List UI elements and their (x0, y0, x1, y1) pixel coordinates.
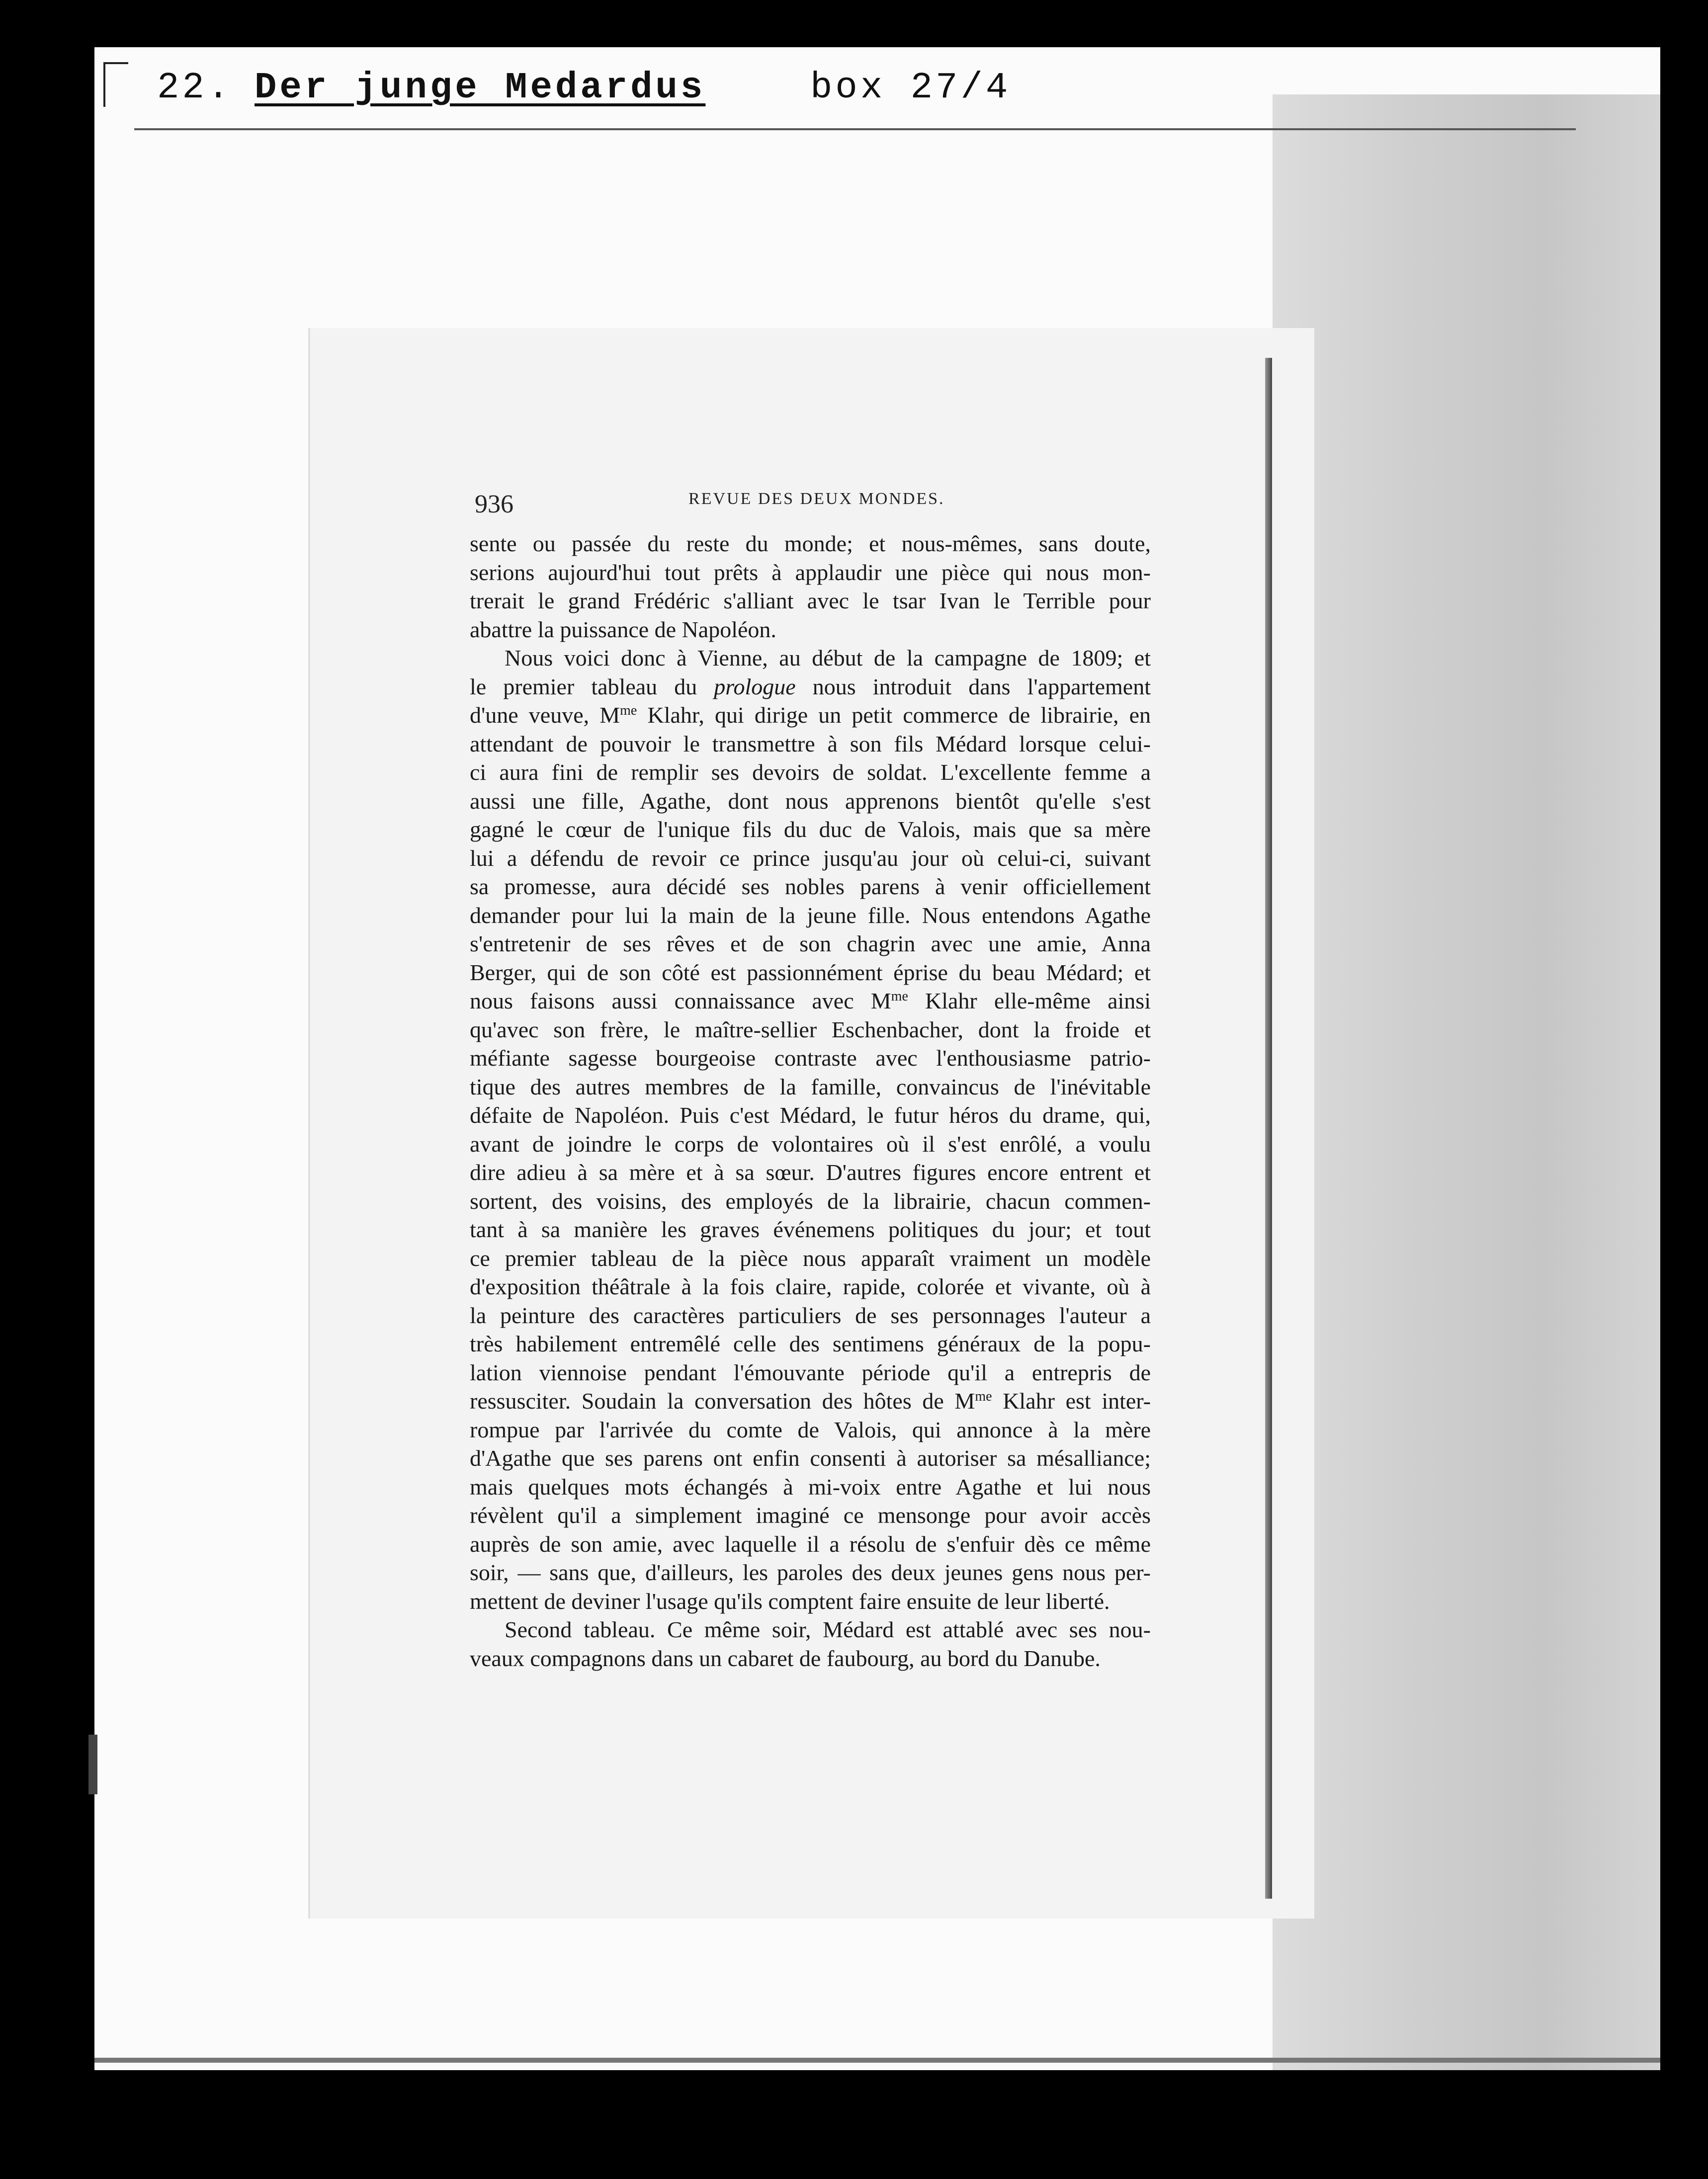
header-rule (134, 128, 1576, 130)
text-line: serions aujourd'hui tout prêts à applaudir une pièce qui nous mon- (470, 559, 1151, 585)
text-line (470, 701, 1151, 730)
text-line: lation viennoise pendant l'émouvante période qu'il a entrepris de (470, 1359, 1151, 1385)
text-line: s'entretenir de ses rêves et de son chagrin avec une amie, Anna (470, 931, 1151, 956)
text-segment: nous introduit dans l'appartement (795, 673, 1151, 699)
text-line: sa promesse, aura décidé ses nobles parens à venir officiellement (470, 874, 1151, 899)
text-segment: Klahr, qui dirige un petit commerce de librairie, en (637, 702, 1151, 728)
binding-mark (88, 1735, 97, 1794)
superscript: me (891, 989, 908, 1004)
text-line: sortent, des voisins, des employés de la librairie, chacun commen- (470, 1188, 1151, 1214)
text-segment: Klahr est inter- (992, 1388, 1151, 1414)
text-line: tique des autres membres de la famille, convaincus de l'inévitable (470, 1074, 1151, 1099)
running-head: REVUE DES DEUX MONDES. (688, 490, 945, 508)
text-line (470, 987, 1151, 1015)
text-line: sente ou passée du reste du monde; et nous-mêmes, sans doute, (470, 531, 1151, 556)
text-segment: Klahr elle-même ainsi (908, 988, 1151, 1013)
text-line: ce premier tableau de la pièce nous apparaît vraiment un modèle (470, 1245, 1151, 1271)
text-line: avant de joindre le corps de volontaires où il s'est enrôlé, a voulu (470, 1131, 1151, 1157)
text-line: Second tableau. Ce même soir, Médard est attablé avec ses nou- (505, 1617, 1151, 1642)
text-line: défaite de Napoléon. Puis c'est Médard, le futur héros du drame, qui, (470, 1102, 1151, 1128)
superscript: me (975, 1389, 992, 1404)
superscript: me (620, 703, 637, 718)
folder-number: 22. (157, 67, 233, 109)
card-shading (1273, 94, 1660, 2070)
text-line: qu'avec son frère, le maître-sellier Eschenbacher, dont la froide et (470, 1016, 1151, 1042)
box-label: box 27/4 (810, 67, 1011, 109)
text-line: abattre la puissance de Napoléon. (470, 616, 776, 642)
corner-mark (103, 62, 105, 107)
text-line: d'exposition théâtrale à la fois claire, rapide, colorée et vivante, où à (470, 1274, 1151, 1299)
card-bottom-edge (94, 2058, 1660, 2063)
text-line: mais quelques mots échangés à mi-voix entre Agathe et lui nous (470, 1474, 1151, 1500)
text-line: gagné le cœur de l'unique fils du duc de Valois, mais que sa mère (470, 817, 1151, 842)
text-segment: d'une veuve, M (470, 702, 620, 728)
article-text (470, 529, 1151, 1673)
text-segment: le premier tableau du (470, 673, 714, 699)
clipping-torn-edge (1265, 358, 1272, 1899)
text-line: Berger, qui de son côté est passionnément éprise du beau Médard; et (470, 959, 1151, 985)
text-line: méfiante sagesse bourgeoise contraste avec l'enthousiasme patrio- (470, 1045, 1151, 1071)
text-line: la peinture des caractères particuliers de ses personnages l'auteur a (470, 1302, 1151, 1328)
text-line: soir, — sans que, d'ailleurs, les paroles des deux jeunes gens nous per- (470, 1560, 1151, 1585)
text-line: dire adieu à sa mère et à sa sœur. D'autres figures encore entrent et (470, 1160, 1151, 1185)
italic-word: prologue (714, 673, 796, 699)
text-segment: nous faisons aussi connaissance avec M (470, 988, 891, 1013)
text-line: lui a défendu de revoir ce prince jusqu'au jour où celui-ci, suivant (470, 845, 1151, 871)
text-line: aussi une fille, Agathe, dont nous apprenons bientôt qu'elle s'est (470, 788, 1151, 814)
text-line: veaux compagnons dans un cabaret de faubourg, au bord du Danube. (470, 1645, 1101, 1671)
page-number: 936 (475, 490, 513, 518)
text-line: demander pour lui la main de la jeune fille. Nous entendons Agathe (470, 902, 1151, 928)
text-line: rompue par l'arrivée du comte de Valois, qui annonce à la mère (470, 1417, 1151, 1442)
text-line: révèlent qu'il a simplement imaginé ce mensonge pour avoir accès (470, 1503, 1151, 1528)
text-line: tant à sa manière les graves événemens politiques du jour; et tout (470, 1217, 1151, 1242)
text-line: ci aura fini de remplir ses devoirs de soldat. L'excellente femme a (470, 759, 1151, 785)
text-line: Nous voici donc à Vienne, au début de la campagne de 1809; et (505, 645, 1151, 670)
text-line (470, 1387, 1151, 1416)
text-line: trerait le grand Frédéric s'alliant avec le tsar Ivan le Terrible pour (470, 588, 1151, 613)
text-line: mettent de deviner l'usage qu'ils comptent faire ensuite de leur liberté. (470, 1588, 1110, 1614)
folder-title: Der junge Medardus (255, 67, 706, 109)
text-line: attendant de pouvoir le transmettre à son fils Médard lorsque celui- (470, 731, 1151, 756)
text-line: auprès de son amie, avec laquelle il a résolu de s'enfuir dès ce même (470, 1531, 1151, 1557)
text-line (470, 672, 1151, 701)
text-segment: ressusciter. Soudain la conversation des hôtes de M (470, 1388, 975, 1414)
text-line: d'Agathe que ses parens ont enfin consenti à autoriser sa mésalliance; (470, 1445, 1151, 1471)
text-line: très habilement entremêlé celle des sentimens généraux de la popu- (470, 1331, 1151, 1356)
